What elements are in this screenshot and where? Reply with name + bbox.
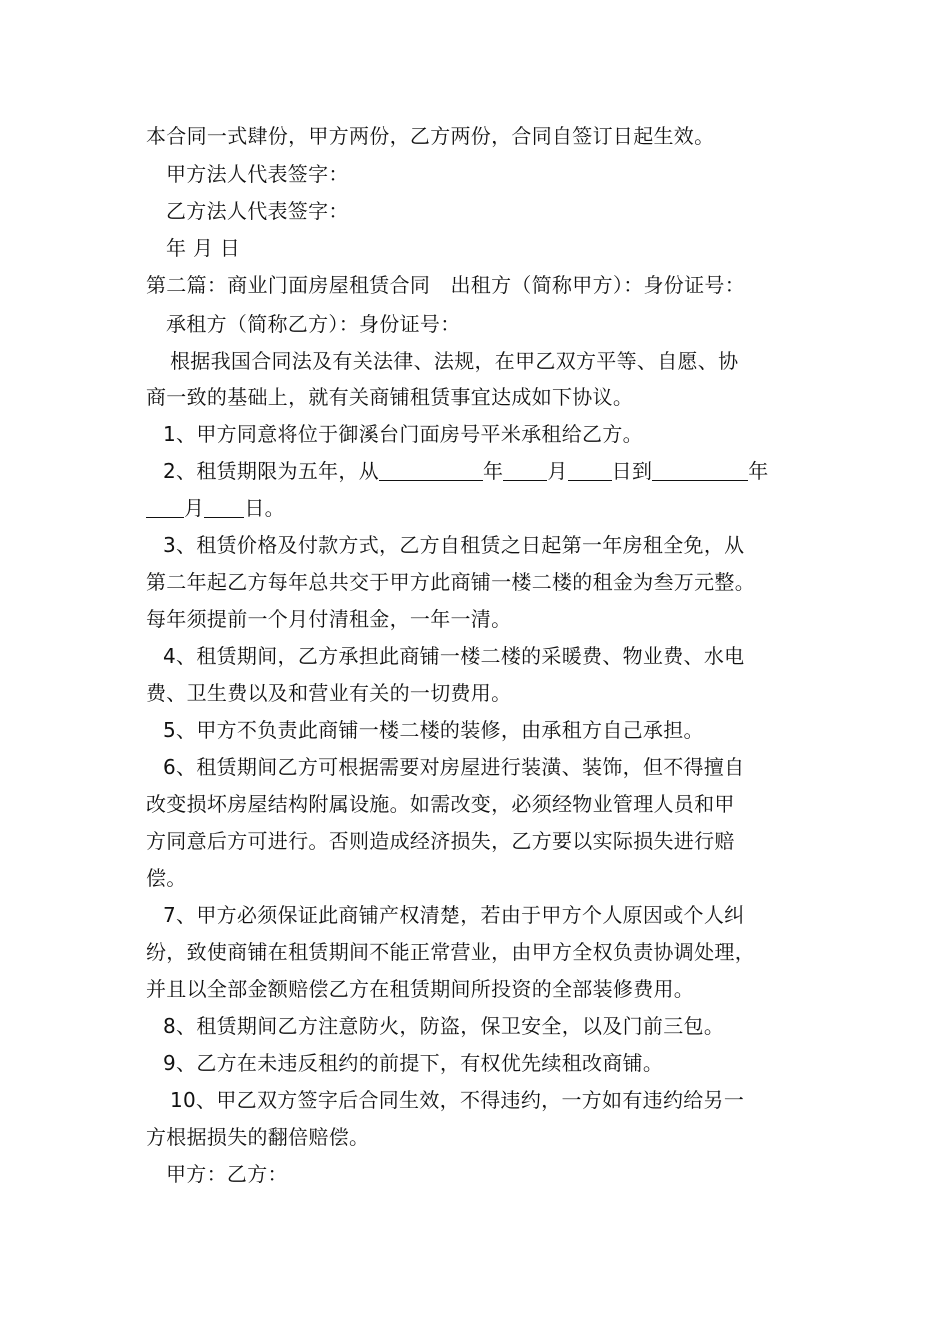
section-title: 第二篇：商业门面房屋租赁合同 出租方（简称甲方）：身份证号：	[146, 273, 745, 297]
clause-2	[163, 459, 853, 483]
clause-9: 9、乙方在未违反租约的前提下，有权优先续租改商铺。	[163, 1051, 664, 1075]
clause-2-text: 月	[547, 459, 568, 483]
clause-2-text: 2、租赁期限为五年，从	[163, 459, 380, 483]
text-line: 商一致的基础上，就有关商铺租赁事宜达成如下协议。	[146, 385, 634, 409]
clause-2-text: 年	[748, 459, 769, 483]
clause-3: 3、租赁价格及付款方式，乙方自租赁之日起第一年房租全免，从	[163, 533, 745, 557]
clause-2-text: 日。	[244, 496, 285, 520]
fill-blank	[652, 460, 748, 481]
text-line: 根据我国合同法及有关法律、法规，在甲乙双方平等、自愿、协	[170, 349, 739, 373]
clause-8: 8、租赁期间乙方注意防火，防盗，保卫安全，以及门前三包。	[163, 1014, 725, 1038]
fill-blank	[568, 460, 612, 481]
text-line: 第二年起乙方每年总共交于甲方此商铺一楼二楼的租金为叁万元整。	[146, 570, 755, 594]
text-line: 纷，致使商铺在租赁期间不能正常营业，由甲方全权负责协调处理，	[146, 940, 755, 964]
clause-1: 1、甲方同意将位于御溪台门面房号平米承租给乙方。	[163, 422, 643, 446]
fill-blank	[204, 497, 244, 518]
clause-2-text: 日到	[611, 459, 653, 483]
text-line: 方根据损失的翻倍赔偿。	[146, 1125, 370, 1149]
fill-blank	[146, 497, 184, 518]
text-line: 本合同一式肆份，甲方两份，乙方两份，合同自签订日起生效。	[146, 124, 715, 148]
clause-2-text: 月	[184, 496, 205, 520]
text-line: 并且以全部金额赔偿乙方在租赁期间所投资的全部装修费用。	[146, 977, 695, 1001]
signature-parties: 甲方：乙方：	[166, 1162, 288, 1186]
fill-blank	[379, 460, 483, 481]
clause-7: 7、甲方必须保证此商铺产权清楚，若由于甲方个人原因或个人纠	[163, 903, 745, 927]
text-line: 改变损坏房屋结构附属设施。如需改变，必须经物业管理人员和甲	[146, 792, 735, 816]
clause-2-text: 年	[483, 459, 504, 483]
party-a-signature-label: 甲方法人代表签字：	[166, 162, 349, 186]
clause-5: 5、甲方不负责此商铺一楼二楼的装修，由承租方自己承担。	[163, 718, 704, 742]
text-line: 方同意后方可进行。否则造成经济损失，乙方要以实际损失进行赔	[146, 829, 735, 853]
clause-10: 10、甲乙双方签字后合同生效，不得违约，一方如有违约给另一	[170, 1088, 745, 1112]
text-line: 每年须提前一个月付清租金，一年一清。	[146, 607, 512, 631]
date-line: 年 月 日	[166, 236, 241, 260]
text-line: 偿。	[146, 866, 187, 890]
clause-6: 6、租赁期间乙方可根据需要对房屋进行装潢、装饰，但不得擅自	[163, 755, 745, 779]
party-b-signature-label: 乙方法人代表签字：	[166, 199, 349, 223]
clause-4: 4、租赁期间，乙方承担此商铺一楼二楼的采暖费、物业费、水电	[163, 644, 745, 668]
lessee-line: 承租方（简称乙方）：身份证号：	[166, 312, 461, 336]
clause-2-cont	[146, 496, 836, 520]
text-line: 费、卫生费以及和营业有关的一切费用。	[146, 681, 512, 705]
fill-blank	[503, 460, 547, 481]
